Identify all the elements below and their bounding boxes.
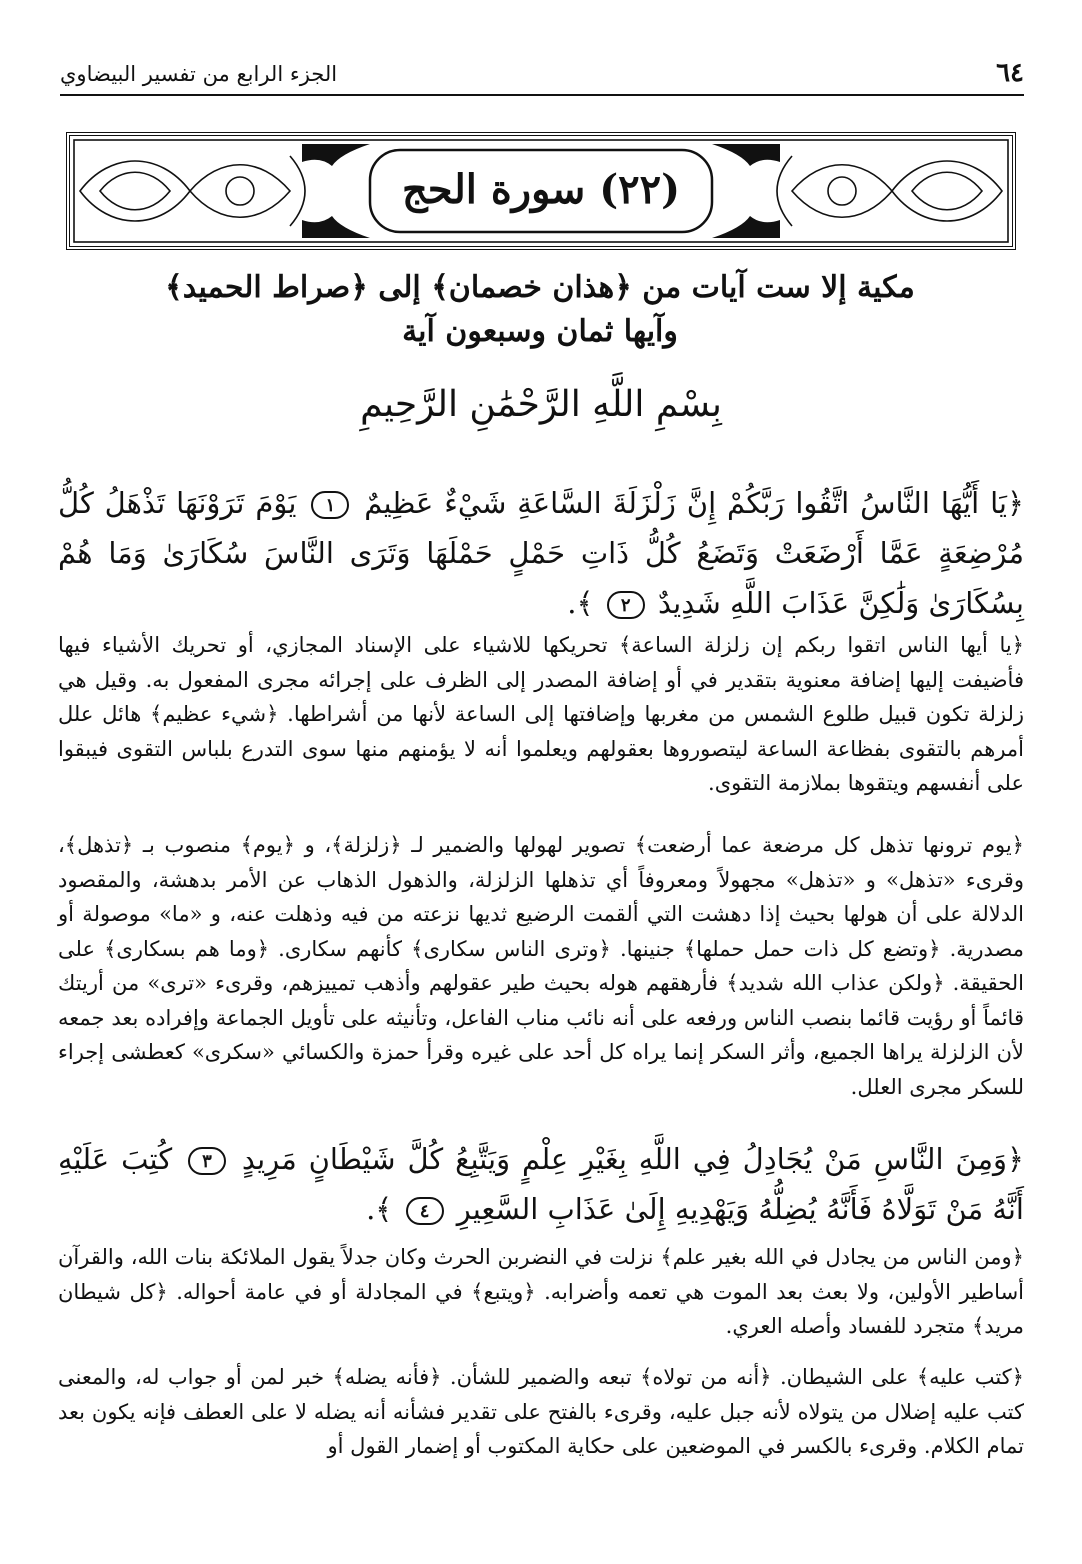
verse-block-2 <box>58 1134 1024 1234</box>
verse-text: كُتِبَ عَلَيْهِ أَنَّهُ مَنْ تَوَلَّاهُ فَأَنَّهُ يُضِلُّهُ وَيَهْدِيهِ إِلَىٰ عَذَابِ السَّعِيرِ <box>58 1142 1024 1226</box>
commentary-paragraph: ﴿يوم ترونها تذهل كل مرضعة عما أرضعت﴾ تصوير لهولها والضمير لـ ﴿زلزلة﴾، و ﴿يوم﴾ منصوب بـ ﴿تذهل﴾، وقرىء «تذهل» و «تذهل» مجهولاً ومعروفاً أي تذهلها الزلزلة، والذهول الذهاب عن الأمر بدهشة، والمقصود الدلالة على أن هولها بحيث إذا دهشت التي ألقمت الرضيع ثديها نزعته من فيه وذهلت عنه، و «ما» موصولة أو مصدرية. ﴿وتضع كل ذات حمل حملها﴾ جنينها. ﴿وترى الناس سكارى﴾ كأنهم سكارى. ﴿وما هم بسكارى﴾ على الحقيقة. ﴿ولكن عذاب الله شديد﴾ فأرهقهم هوله بحيث طير عقولهم وأذهب تمييزهم، وقرىء «ترى» من أريتك قائماً أو رؤيت قائما بنصب الناس ورفعه على أنه نائب مناب الفاعل، وتأنيثه على تأويل الجماعة وإفراده بعد جمعه لأن الزلزلة يراها الجميع، وأثر السكر إنما يراه كل أحد على غيره وقرأ حمزة والكسائي «سكرى» كعطشى إجراء للسكر مجرى العلل. <box>58 833 1024 1099</box>
ayah-number-marker: ٢ <box>607 591 645 619</box>
running-header <box>60 58 1024 96</box>
book-title: الجزء الرابع من تفسير البيضاوي <box>60 62 338 86</box>
surah-intro-line-2: وآيها ثمان وسبعون آية <box>402 314 678 349</box>
ayah-number-marker: ١ <box>311 491 349 519</box>
verse-text: يَوْمَ تَرَوْنَهَا تَذْهَلُ كُلُّ مُرْضِعَةٍ عَمَّا أَرْضَعَتْ وَتَضَعُ كُلُّ ذَاتِ حَمْلٍ حَمْلَهَا وَتَرَى النَّاسَ سُكَارَىٰ وَمَا هُمْ بِسُكَارَىٰ وَلَٰكِنَّ عَذَابَ اللَّهِ شَدِيدٌ <box>58 486 1024 620</box>
verse-text: ﴿يَا أَيُّهَا النَّاسُ اتَّقُوا رَبَّكُمْ إِنَّ زَلْزَلَةَ السَّاعَةِ شَيْءٌ عَظِيمٌ <box>364 486 1024 520</box>
verse-block-1 <box>58 478 1024 628</box>
commentary-paragraph: ﴿ومن الناس من يجادل في الله بغير علم﴾ نزلت في النضربن الحرث وكان جدلاً يقول الملائكة بنات الله، والقرآن أساطير الأولين، ولا بعث بعد الموت هي تعمه وأضرابه. ﴿ويتبع﴾ في المجادلة أو في عامة أحواله. ﴿كل شيطان مريد﴾ متجرد للفساد وأصله العري. <box>58 1245 1024 1338</box>
surah-banner <box>66 132 1016 250</box>
commentary-paragraph: ﴿يا أيها الناس اتقوا ربكم إن زلزلة الساعة﴾ تحريكها للاشياء على الإسناد المجازي، أو تحريك الأشياء فيها فأضيفت إليها إضافة معنوية بتقدير في أو إضافة المصدر إلى الظرف على إجرائه مجرى المفعول به. وقيل هي زلزلة تكون قبيل طلوع الشمس من مغربها وإضافتها إلى الساعة لأنها من أشراطها. ﴿شيء عظيم﴾ هائل علل أمرهم بالتقوى بفظاعة الساعة ليتصوروها بعقولهم ويعلموا أنه لا يؤمنهم منها سوى التدرع بلباس التقوى فيبقوا على أنفسهم ويتقوها بملازمة التقوى. <box>58 633 1024 795</box>
ayah-number-marker: ٣ <box>188 1147 226 1175</box>
commentary-paragraph: ﴿كتب عليه﴾ على الشيطان. ﴿أنه من تولاه﴾ تبعه والضمير للشأن. ﴿فأنه يضله﴾ خبر لمن أو جواب له، والمعنى كتب عليه إضلال من يتولاه لأنه جبل عليه، وقرىء بالفتح على تقدير فشأنه أنه يضله لا على العطف فإنه يكون بعد تمام الكلام. وقرىء بالكسر في الموضعين على حكاية المكتوب أو إضمار القول أو <box>58 1365 1024 1458</box>
basmala: بِسْمِ اللَّهِ الرَّحْمَٰنِ الرَّحِيمِ <box>360 384 722 425</box>
verse-end: ﴾. <box>366 1192 393 1226</box>
verse-text: ﴿وَمِنَ النَّاسِ مَنْ يُجَادِلُ فِي اللَّهِ بِغَيْرِ عِلْمٍ وَيَتَّبِعُ كُلَّ شَيْطَانٍ مَرِيدٍ <box>241 1142 1024 1176</box>
verse-end: ﴾. <box>567 586 594 620</box>
ayah-number-marker: ٤ <box>406 1197 444 1225</box>
page-number: ٦٤ <box>996 58 1024 88</box>
surah-intro-line-1: مكية إلا ست آيات من ﴿هذان خصمان﴾ إلى ﴿صراط الحميد﴾ <box>165 270 915 305</box>
surah-title: (٢٢) سورة الحج <box>401 166 681 213</box>
